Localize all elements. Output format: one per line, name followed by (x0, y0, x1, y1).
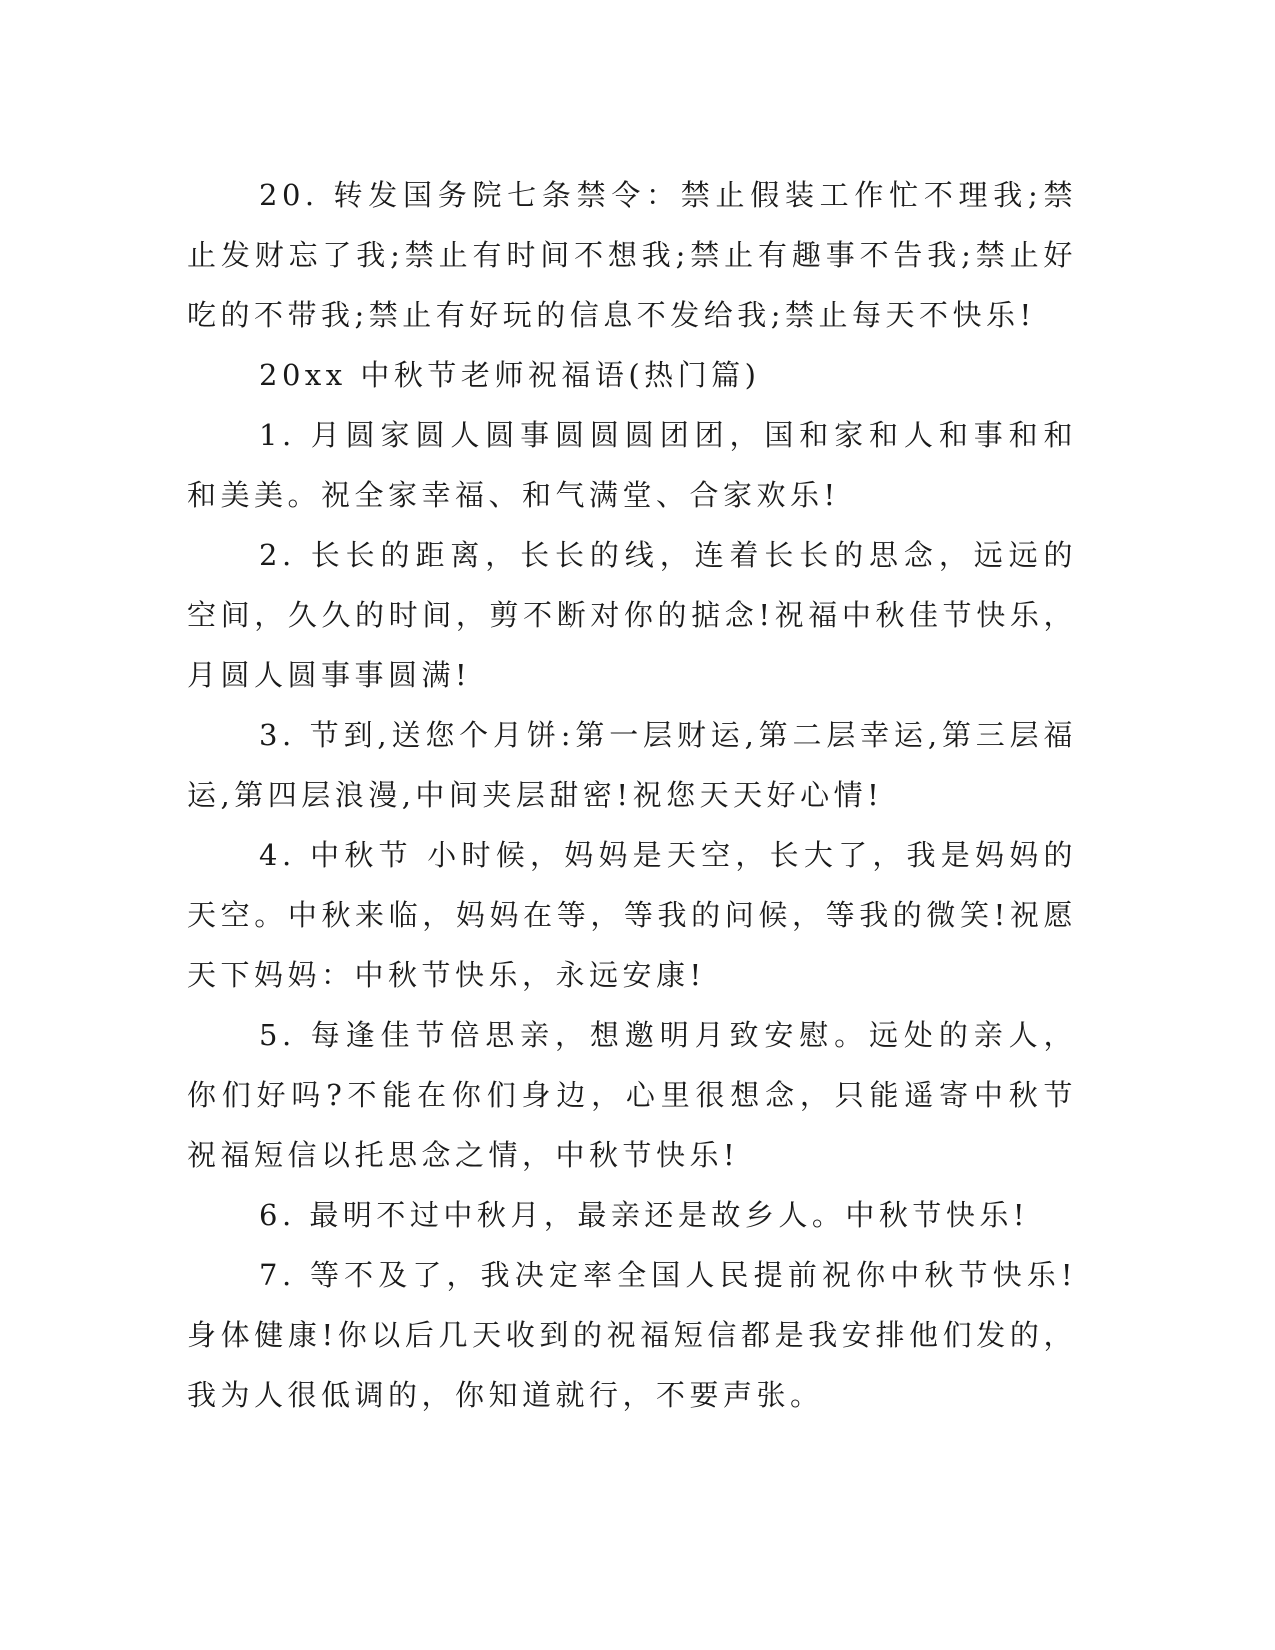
paragraph-item-20: 20. 转发国务院七条禁令：禁止假装工作忙不理我;禁止发财忘了我;禁止有时间不想我;禁止有趣事不告我;禁止好吃的不带我;禁止有好玩的信息不发给我;禁止每天不快乐! (187, 178, 1077, 332)
section-heading: 20xx 中秋节老师祝福语(热门篇) (259, 358, 761, 392)
paragraph-item-5: 5. 每逢佳节倍思亲，想邀明月致安慰。远处的亲人，你们好吗?不能在你们身边，心里很想念，只能遥寄中秋节祝福短信以托思念之情，中秋节快乐! (187, 1018, 1077, 1172)
paragraph-item-1: 1. 月圆家圆人圆事圆圆圆团团，国和家和人和事和和和美美。祝全家幸福、和气满堂、合家欢乐! (187, 418, 1077, 512)
paragraph-item-2: 2. 长长的距离，长长的线，连着长长的思念，远远的空间，久久的时间，剪不断对你的掂念!祝福中秋佳节快乐，月圆人圆事事圆满! (187, 538, 1077, 692)
paragraph-item-4: 4. 中秋节 小时候，妈妈是天空，长大了，我是妈妈的天空。中秋来临，妈妈在等，等我的问候，等我的微笑!祝愿天下妈妈：中秋节快乐，永远安康! (187, 838, 1077, 992)
paragraph-item-7: 7. 等不及了，我决定率全国人民提前祝你中秋节快乐!身体健康!你以后几天收到的祝福短信都是我安排他们发的，我为人很低调的，你知道就行，不要声张。 (187, 1258, 1077, 1412)
document-body (187, 165, 1077, 1425)
paragraph-item-6: 6. 最明不过中秋月，最亲还是故乡人。中秋节快乐! (259, 1198, 1030, 1232)
paragraph-item-3: 3. 节到,送您个月饼:第一层财运,第二层幸运,第三层福运,第四层浪漫,中间夹层甜密!祝您天天好心情! (187, 718, 1077, 812)
